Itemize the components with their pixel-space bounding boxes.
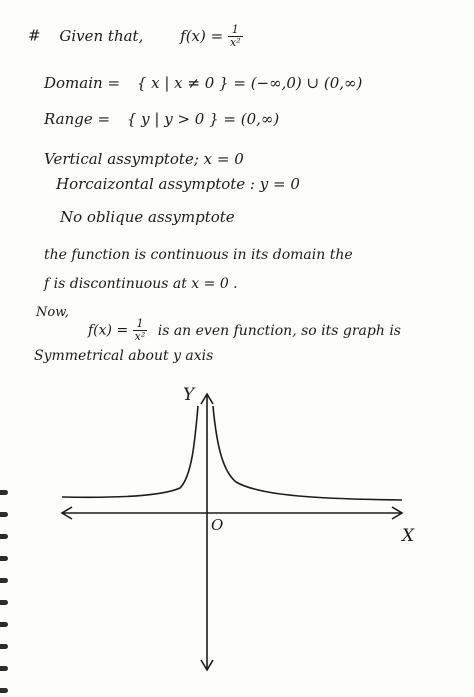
- now-label: Now,: [36, 305, 69, 320]
- range-label: Range =: [44, 110, 111, 128]
- graph-svg: [0, 380, 474, 693]
- function-lhs: f(x) =: [180, 26, 224, 45]
- y-axis-label: Y: [183, 385, 195, 405]
- horizontal-asymptote-line: Horcaizontal assymptote : y = 0: [56, 175, 300, 193]
- even-fraction-denominator: x²: [134, 330, 146, 343]
- function-fraction: [228, 24, 243, 49]
- continuity-line-2: f is discontinuous at x = 0 .: [44, 276, 238, 292]
- x-axis: [62, 507, 402, 519]
- right-branch: [213, 406, 402, 500]
- even-lhs: f(x) =: [88, 322, 129, 339]
- fraction-numerator: 1: [228, 24, 243, 37]
- origin-label: O: [211, 516, 224, 534]
- vertical-asymptote-line: Vertical assymptote; x = 0: [44, 150, 244, 168]
- continuity-line-1: the function is continuous in its domain the: [44, 247, 353, 263]
- domain-label: Domain =: [44, 74, 121, 92]
- symmetry-line: Symmetrical about y axis: [34, 348, 214, 364]
- even-function-line: [88, 318, 401, 343]
- even-fraction-numerator: 1: [133, 318, 148, 331]
- domain-line: [44, 74, 362, 92]
- range-line: [44, 110, 279, 128]
- range-value: { y | y > 0 } = (0,∞): [126, 110, 280, 128]
- x-axis-label: X: [402, 526, 415, 546]
- even-fraction: [133, 318, 148, 343]
- heading-marker: #: [28, 26, 41, 45]
- given-label: Given that,: [59, 26, 144, 45]
- even-rest: is an even function, so its graph is: [157, 322, 401, 339]
- oblique-line: No oblique assymptote: [60, 208, 235, 226]
- graph-area: [0, 380, 474, 693]
- left-branch: [62, 406, 198, 497]
- domain-value: { x | x ≠ 0 } = (−∞,0) ∪ (0,∞): [136, 74, 363, 92]
- fraction-denominator: x²: [229, 36, 241, 49]
- given-line: [28, 24, 243, 49]
